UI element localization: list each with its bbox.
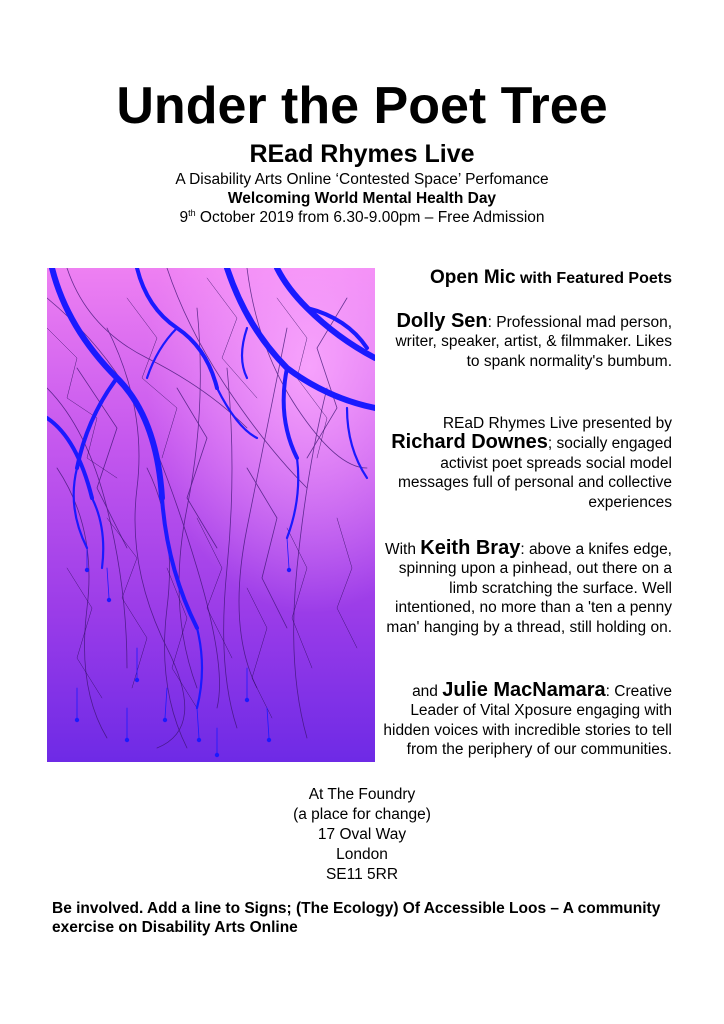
poet-name: Dolly Sen [396,310,488,332]
venue-line: (a place for change) [293,806,431,823]
poet-julie-macnamara [380,681,672,760]
tagline: A Disability Arts Online ‘Contested Space’ Perfomance [175,171,549,188]
poet-bio: : Professional mad person, writer, speaker, artist, & filmmaker. Likes to spank normality's bumbum. [395,314,672,370]
venue-line: SE11 5RR [325,866,399,883]
welcome-line: Welcoming World Mental Health Day [227,190,497,207]
poet-name: Richard Downes [391,431,548,454]
venue-line: 17 Oval Way [317,826,407,843]
tree-image [47,268,375,762]
poet-dolly-sen [380,312,672,371]
poet-name: Keith Bray [420,537,521,559]
poster-title: Under the Poet Tree [116,77,608,135]
poet-bio: : above a knifes edge, spinning upon a pinhead, out there on a limb scratching the surface. Well intentioned, no more than a 'ten a penny man' hanging by a thread, still holding on. [386,541,672,636]
event-date [0,208,724,227]
venue-line: At The Foundry [308,786,416,803]
date-day: 9 [179,209,189,226]
poet-prefix: With [384,541,421,558]
poet-prefix: REaD Rhymes Live presented by [442,415,672,432]
venue-address [0,785,724,885]
poet-prefix: and [412,683,443,700]
open-mic-heading [380,268,672,288]
tree-photo [47,268,375,762]
poet-name: Julie MacNamara [442,679,606,701]
open-mic-lead: Open Mic [430,267,516,288]
poet-bio: ; socially engaged activist poet spreads social model messages full of personal and collective experiences [398,435,672,511]
footer-call-to-action: Be involved. Add a line to Signs; (The Ecology) Of Accessible Loos – A community exercise on Disability Arts Online [52,900,661,936]
poet-keith-bray [380,539,672,637]
poet-richard-downes [380,414,672,512]
date-suffix: th [188,207,196,218]
poster-subtitle: REad Rhymes Live [249,140,475,168]
venue-line: London [336,846,388,863]
poet-bio: : Creative Leader of Vital Xposure engaging with hidden voices with incredible stories to tell from the periphery of our communities. [383,683,672,759]
open-mic-rest: with Featured Poets [515,270,672,287]
date-rest: October 2019 from 6.30-9.00pm – Free Admission [195,209,545,226]
